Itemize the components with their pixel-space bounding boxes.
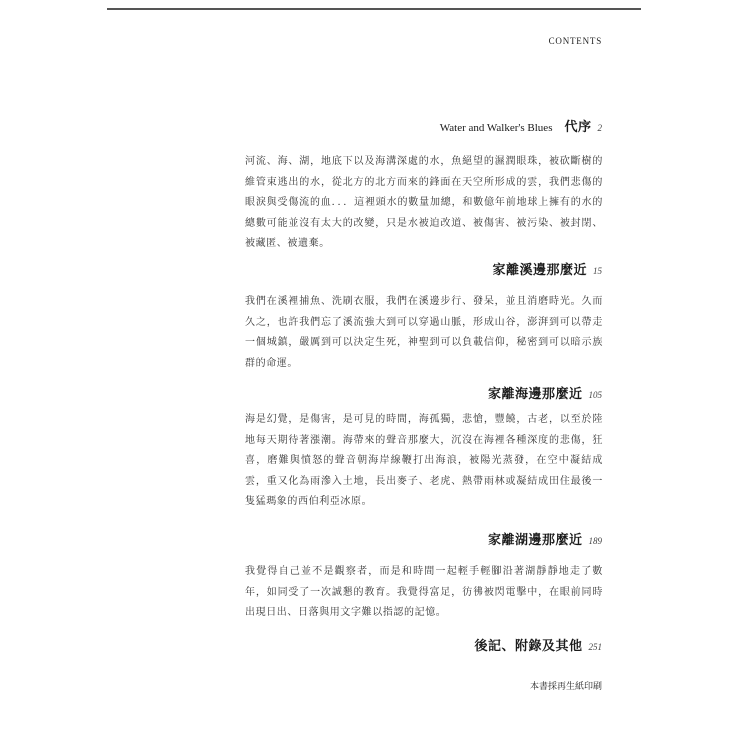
- entry-summary: 海是幻覺，是傷害，是可見的時間，海孤獨，悲愴，豐饒，古老，以至於陸地每天期待著漲潮。海帶來的聲音那麼大，沉沒在海裡各種深度的悲傷，狂喜，磨難與憤怒的聲音朝海岸線鞭打出海浪，被陽光蒸發，在空中凝結成雲，重又化為雨滲入土地，長出麥子、老虎、熱帶雨林或凝結成田住最後一隻猛瑪象的西伯利亞冰原。: [245, 414, 603, 507]
- running-head: CONTENTS: [548, 36, 602, 46]
- entry-page-number: 15: [593, 266, 602, 276]
- entry-summary: 我們在溪裡捕魚、洗刷衣服，我們在溪邊步行、發呆，並且消磨時光。久而久之，也許我們忘了溪流強大到可以穿過山脈，形成山谷，澎湃到可以帶走一個城鎮，嚴厲到可以決定生死，神聖到可以負載信仰，秘密到可以暗示族群的命運。: [245, 296, 603, 369]
- toc-entry-heading: [488, 383, 602, 402]
- entry-english-title: Water and Walker's Blues: [439, 122, 553, 134]
- entry-title: 後記、附錄及其他: [474, 639, 583, 654]
- top-rule: [107, 8, 641, 10]
- entry-title: 家離湖邊那麼近: [487, 533, 583, 548]
- toc-entry-heading: [488, 529, 602, 548]
- entry-title: 代序: [564, 120, 592, 135]
- entry-summary: 我覺得自己並不是觀察者，而是和時間一起輕手輕腳沿著湖靜靜地走了數年，如同受了一次誠懇的教育。我覺得富足，彷彿被閃電擊中，在眼前同時出現日出、日落與用文字難以指認的記憶。: [245, 566, 603, 618]
- entry-page-number: 251: [588, 642, 602, 652]
- toc-entry-heading: [440, 116, 602, 135]
- toc-entry-heading: [492, 259, 602, 278]
- entry-page-number: 2: [597, 123, 602, 133]
- book-page: [107, 0, 641, 750]
- entry-title: 家離海邊那麼近: [487, 387, 583, 402]
- entry-summary: 河流、海、湖，地底下以及海溝深處的水，魚絕望的濕潤眼珠，被砍斷樹的維管束逃出的水，從北方的北方而來的鋒面在天空所形成的雲，我們悲傷的眼淚與受傷流的血．．．這裡頭水的數量加總，和數億年前地球上擁有的水的總數可能並沒有太大的改變，只是水被迫改道、被傷害、被污染、被封閉、被藏匿、被遺棄。: [245, 156, 603, 249]
- entry-page-number: 189: [588, 536, 602, 546]
- entry-title: 家離溪邊那麼近: [492, 263, 587, 278]
- toc-entry-heading: [474, 635, 602, 654]
- entry-page-number: 105: [588, 390, 602, 400]
- footer-note: 本書採再生紙印刷: [529, 682, 602, 692]
